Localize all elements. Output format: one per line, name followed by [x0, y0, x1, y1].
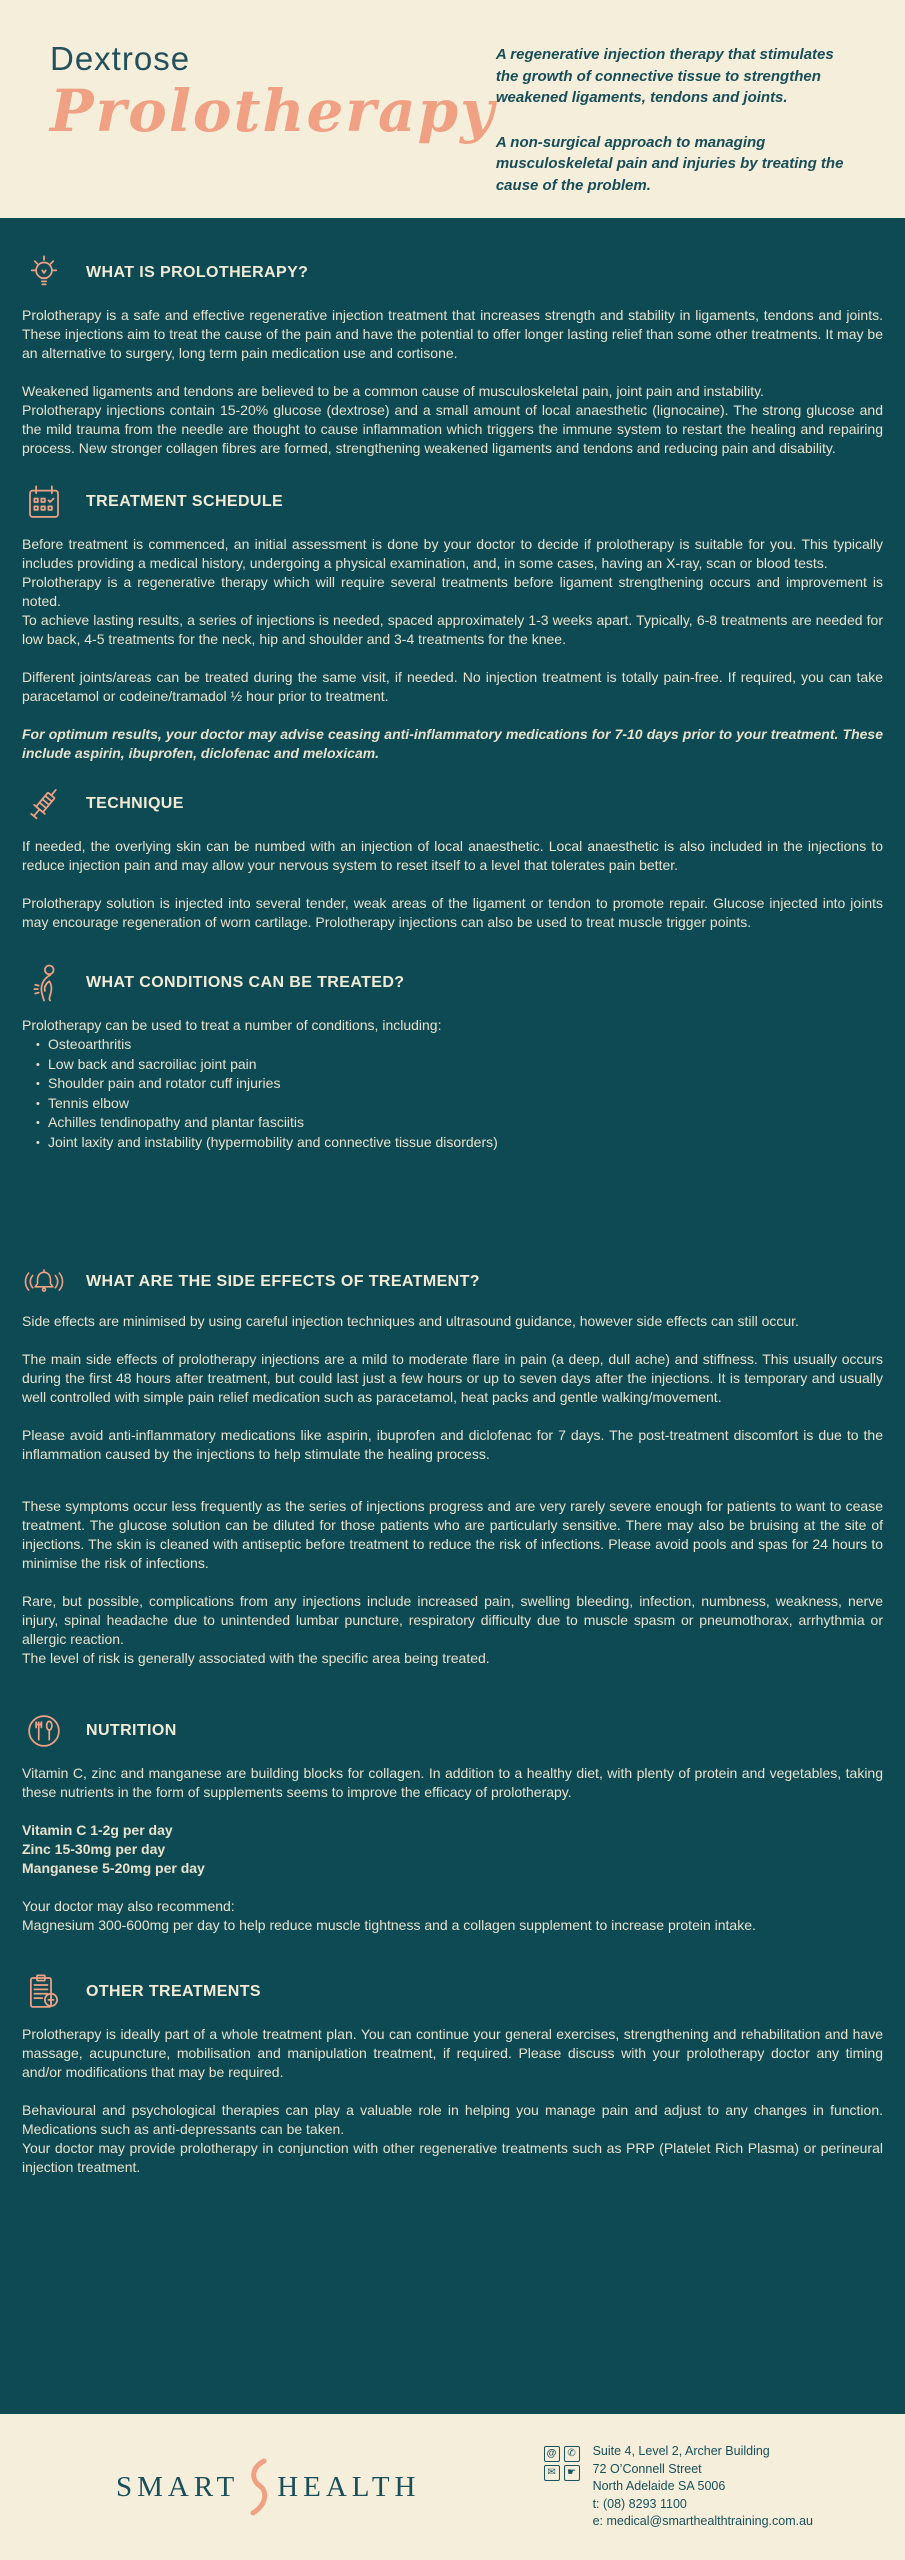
section-title: WHAT IS PROLOTHERAPY?	[86, 264, 309, 281]
section-header	[22, 1264, 883, 1300]
recommend-intro: Your doctor may also recommend:	[22, 1898, 235, 1914]
bullet-item: • Shoulder pain and rotator cuff injuries	[36, 1074, 883, 1094]
section-header	[22, 481, 883, 523]
cursor-icon	[564, 2465, 580, 2481]
contact-icons	[544, 2446, 581, 2481]
paragraph: Before treatment is commenced, an initial assessment is done by your doctor to decide if prolotherapy is suitable for you. This typically includes providing a medical history, undergoing a physical examination, and, in some cases, having an X-ray, scan or blood tests.	[22, 536, 883, 571]
list-intro: Prolotherapy can be used to treat a number of conditions, including:	[22, 1017, 442, 1033]
title-prolotherapy: Prolotherapy	[50, 77, 496, 145]
back-pain-icon	[22, 962, 66, 1004]
mail-icon	[544, 2465, 560, 2481]
section-title: NUTRITION	[86, 1722, 177, 1739]
contact-lines	[593, 2443, 813, 2531]
section-header	[22, 783, 883, 825]
bullet-item: • Osteoarthritis	[36, 1035, 883, 1055]
section-title: OTHER TREATMENTS	[86, 1983, 261, 2000]
at-icon	[544, 2446, 560, 2462]
paragraph: The level of risk is generally associated with the specific area being treated.	[22, 1650, 490, 1666]
paragraph: Your doctor may provide prolotherapy in conjunction with other regenerative treatments such as PRP (Platelet Rich Plasma) or perineural injection treatment.	[22, 2140, 883, 2175]
paragraph: The main side effects of prolotherapy injections are a mild to moderate flare in pain (a deep, dull ache) and stiffness. This usually occurs during the first 48 hours after treatment, but could last just a few hours or up to seven days after the injections. It is temporary and usually well controlled with simple pain relief medication such as paracetamol, heat packs and gentle walking/movement.	[22, 1351, 883, 1405]
address-line: Suite 4, Level 2, Archer Building	[592, 2444, 770, 2459]
calendar-icon	[22, 481, 66, 523]
conditions-list	[22, 1035, 883, 1152]
section-other-treatments	[22, 1971, 883, 2177]
email-line: e: medical@smarthealthtraining.com.au	[592, 2514, 813, 2529]
address-line: 72 O’Connell Street	[592, 2461, 702, 2476]
paragraph: Side effects are minimised by using careful injection techniques and ultrasound guidance, however side effects can still occur.	[22, 1313, 799, 1329]
flyer-footer	[0, 2414, 905, 2560]
section-header	[22, 1710, 883, 1752]
paragraph: Prolotherapy is ideally part of a whole treatment plan. You can continue your general exercises, strengthening and rehabilitation and have massage, acupuncture, mobilisation and manipulation treatment, if required. Please discuss with your prolotherapy doctor any timing and/or modifications that may be required.	[22, 2026, 883, 2080]
section-header	[22, 1971, 883, 2013]
section-nutrition	[22, 1710, 883, 1935]
phone-icon	[564, 2446, 580, 2462]
flyer-body	[0, 218, 905, 2414]
section-conditions-treated	[22, 962, 883, 1152]
paragraph: Behavioural and psychological therapies can play a valuable role in helping you manage pain and adjust to any changes in function. Medications such as anti-depressants can be taken.	[22, 2102, 883, 2137]
bullet-item: • Joint laxity and instability (hypermobility and connective tissue disorders)	[36, 1133, 883, 1153]
section-title: TREATMENT SCHEDULE	[86, 493, 284, 510]
paragraph: Different joints/areas can be treated during the same visit, if needed. No injection treatment is totally pain-free. If required, you can take paracetamol or codeine/tramadol ½ hour prior to treatment.	[22, 669, 883, 704]
paragraph: Rare, but possible, complications from any injections include increased pain, swelling bleeding, infection, numbness, weakness, nerve injury, spinal headache due to unintended lumbar puncture, respiratory difficulty due to muscle spasm or pneumothorax, arrhythmia or allergic reaction.	[22, 1593, 883, 1647]
bullet-item: • Tennis elbow	[36, 1094, 883, 1114]
section-title: WHAT CONDITIONS CAN BE TREATED?	[86, 974, 405, 991]
section-header	[22, 962, 883, 1004]
section-header	[22, 252, 883, 294]
paragraph: Prolotherapy is a safe and effective regenerative injection treatment that increases strength and stability in ligaments, tendons and joints. These injections aim to treat the cause of the pain and have the potential to offer longer lasting relief than some other treatments. It may be an alternative to surgery, long term pain medication use and cortisone.	[22, 307, 883, 361]
cutlery-icon	[22, 1710, 66, 1752]
syringe-icon	[22, 783, 66, 825]
paragraph: Vitamin C, zinc and manganese are building blocks for collagen. In addition to a healthy diet, with plenty of protein and vegetables, taking these nutrients in the form of supplements seems to improve the efficacy of prolotherapy.	[22, 1765, 883, 1800]
address-line: North Adelaide SA 5006	[592, 2479, 726, 2494]
paragraph: Prolotherapy solution is injected into several tender, weak areas of the ligament or tendon to promote repair. Glucose injected into joints may encourage regeneration of worn cartilage. Prolotherapy injections can also be used to treat muscle trigger points.	[22, 895, 883, 930]
title-dextrose: Dextrose	[50, 40, 191, 77]
logo-word-smart: SMART	[116, 2470, 240, 2503]
logo-s-swoosh-icon	[245, 2458, 271, 2516]
section-title: WHAT ARE THE SIDE EFFECTS OF TREATMENT?	[86, 1273, 480, 1290]
tagline-2: A non-surgical approach to managing musculoskeletal pain and injuries by treating the cause of the problem.	[495, 133, 844, 194]
hero-taglines	[496, 0, 857, 218]
paragraph: Weakened ligaments and tendons are believed to be a common cause of musculoskeletal pain, joint pain and instability.	[22, 383, 764, 399]
contact-block	[544, 2443, 813, 2531]
lightbulb-icon	[22, 252, 66, 294]
supplement-line: Zinc 15-30mg per day	[22, 1841, 166, 1857]
supplement-line: Manganese 5-20mg per day	[22, 1860, 205, 1876]
phone-line: t: (08) 8293 1100	[592, 2496, 687, 2511]
section-title: TECHNIQUE	[86, 795, 184, 812]
bullet-item: • Low back and sacroiliac joint pain	[36, 1055, 883, 1075]
clipboard-icon	[22, 1971, 66, 2013]
paragraph: To achieve lasting results, a series of injections is needed, spaced approximately 1-3 weeks apart. Typically, 6-8 treatments are needed for low back, 4-5 treatments for the neck, hip and shoulder and 3-4 treatments for the knee.	[22, 612, 883, 647]
bullet-item: • Achilles tendinopathy and plantar fasciitis	[36, 1113, 883, 1133]
section-side-effects	[22, 1264, 883, 1668]
hero-header	[0, 0, 905, 218]
paragraph: Prolotherapy injections contain 15-20% glucose (dextrose) and a small amount of local anaesthetic (lignocaine). The strong glucose and the mild trauma from the needle are thought to cause inflammation which triggers the immune system to restart the healing and repairing process. New stronger collagen fibres are formed, strengthening weakened ligaments and tendons and reducing pain and disability.	[22, 402, 883, 456]
logo-word-health: HEALTH	[277, 2470, 421, 2503]
paragraph: Magnesium 300-600mg per day to help reduce muscle tightness and a collagen supplement to increase protein intake.	[22, 1917, 756, 1933]
paragraph: Please avoid anti-inflammatory medications like aspirin, ibuprofen and diclofenac for 7 days. The post-treatment discomfort is due to the inflammation caused by the injections to help stimulate the healing process.	[22, 1427, 883, 1462]
tagline-1: A regenerative injection therapy that stimulates the growth of connective tissue to strengthen weakened ligaments, tendons and joints.	[495, 46, 834, 106]
supplement-line: Vitamin C 1-2g per day	[22, 1822, 173, 1838]
paragraph: If needed, the overlying skin can be numbed with an injection of local anaesthetic. Local anaesthetic is also included in the injections to reduce injection pain and may allow your nervous system to reset itself to a level that tolerates pain better.	[22, 838, 883, 873]
hero-title-block	[50, 0, 496, 218]
section-treatment-schedule	[22, 481, 883, 763]
paragraph: These symptoms occur less frequently as the series of injections progress and are very rarely severe enough for patients to want to cease treatment. The glucose solution can be diluted for those patients who are particularly sensitive. There may also be bruising at the site of injections. The skin is cleaned with antiseptic before treatment to reduce the risk of infections. Please avoid pools and spas for 24 hours to minimise the risk of infections.	[22, 1498, 883, 1571]
smart-health-logo	[116, 2458, 421, 2516]
bell-icon	[22, 1264, 66, 1300]
paragraph: Prolotherapy is a regenerative therapy which will require several treatments before ligament strengthening occurs and improvement is noted.	[22, 574, 883, 609]
section-technique	[22, 783, 883, 932]
paragraph-emphasis: For optimum results, your doctor may advise ceasing anti-inflammatory medications for 7-10 days prior to your treatment. These include aspirin, ibuprofen, diclofenac and meloxicam.	[22, 726, 883, 761]
section-what-is-prolotherapy	[22, 252, 883, 458]
